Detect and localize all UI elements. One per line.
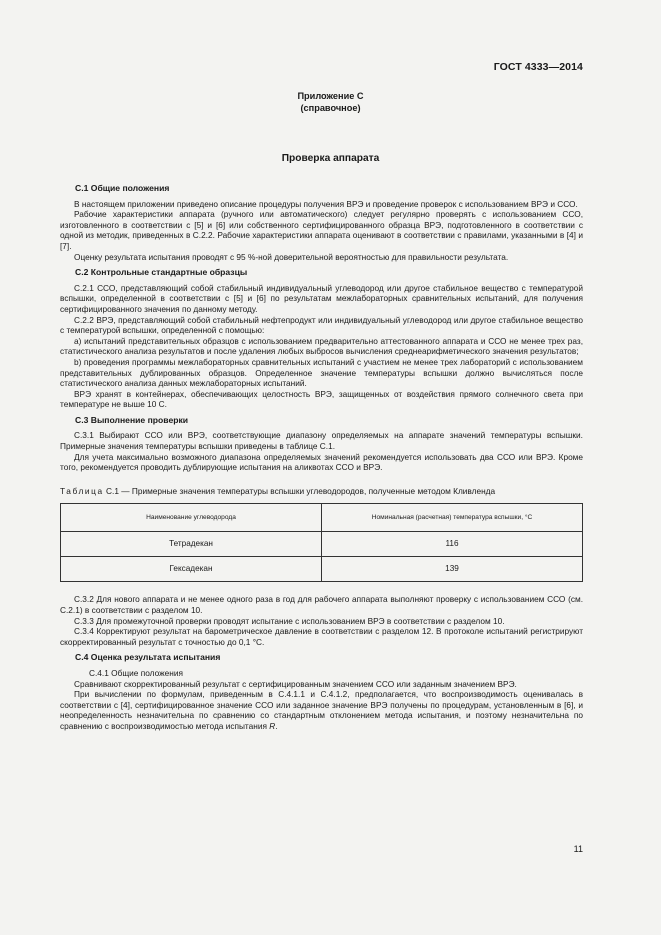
table-row <box>61 557 583 582</box>
page-number: 11 <box>573 844 583 854</box>
table-header-row <box>61 504 583 532</box>
table-row <box>61 532 583 557</box>
paragraph: С.2.2 ВРЭ, представляющий собой стабильный нефтепродукт или индивидуальный углеводород или другое стабильное вещество с температурой вспышки, определенной с помощью: <box>60 314 583 336</box>
flash-point-table <box>60 503 583 582</box>
table-caption-text: С.1 — Примерные значения температуры вспышки углеводородов, полученные методом Кливленда <box>106 485 496 496</box>
paragraph: С.3.4 Корректируют результат на барометрическое давление в соответствии с разделом 12. В протоколе испытаний регистрируют скорректированный результат с точностью до 0,1 °С. <box>60 626 583 647</box>
paragraph: С.3.2 Для нового аппарата и не менее одного раза в год для рабочего аппарата выполняют проверку с использованием ССО (см. С.2.1) в соответствии с разделом 10. <box>60 594 583 616</box>
appendix-label: Приложение С <box>297 91 364 101</box>
section-c3-heading: С.3 Выполнение проверки <box>75 414 189 425</box>
page-title: Проверка аппарата <box>281 153 380 164</box>
paragraph <box>60 689 583 731</box>
paragraph: Для учета максимально возможного диапазона определяемых значений рекомендуется использовать два ССО или ВРЭ. Кроме того, рекомендуется проводить дублирующие испытания на аликвотах ССО и ВРЭ. <box>60 451 583 473</box>
table-header-cell: Номинальная (расчетная) температура вспышки, °С <box>322 504 583 532</box>
appendix-type: (справочное) <box>300 103 361 113</box>
section-c2-heading: С.2 Контрольные стандартные образцы <box>75 267 248 278</box>
document-body <box>60 183 583 732</box>
paragraph: С.3.1 Выбирают ССО или ВРЭ, соответствующие диапазону определяемых на аппарате значений температуры вспышки. Примерные значения температуры вспышки приведены в таблице С.1. <box>60 430 583 452</box>
table-cell: Тетрадекан <box>61 532 322 557</box>
paragraph-text: При вычислении по формулам, приведенным в С.4.1.1 и С.4.1.2, предполагается, что воспроизводимость оценивалась в соответствии с [4], сертифицированное значение ССО или заданное значение ВРЭ получены по процедурам, установленным в [6], и неопределенность незначительна по сравнению со стандартным отклонением метода испытания, и поэтому незначительна по сравнению с воспроизводимостью метода испытания <box>60 689 583 731</box>
section-c4-heading: С.4 Оценка результата испытания <box>75 652 221 663</box>
paragraph: С.2.1 ССО, представляющий собой стабильный индивидуальный углеводород или другое стабильное вещество с температурой вспышки, определенной в соответствии с [5] и [6] по результатам межлабораторных сравнительных испытаний, для получения сертифицированного значения по данному методу. <box>60 282 583 314</box>
paragraph: ВРЭ хранят в контейнерах, обеспечивающих целостность ВРЭ, защищенных от воздействия прямого солнечного света при температуре не выше 10 С. <box>60 388 583 410</box>
paragraph: b) проведения программы межлабораторных сравнительных испытаний с участием не менее трех лабораторий с использованием представительных дублированных образцов. Определенное значение температуры вспышки должно вычисляться после статистического анализа данных межлабораторных испытаний. <box>60 356 583 389</box>
paragraph: Сравнивают скорректированный результат с сертифицированным значением ССО или заданным значением ВРЭ. <box>74 678 517 689</box>
paragraph: Оценку результата испытания проводят с 95 %-ной доверительной вероятностью для правильности результата. <box>74 251 509 262</box>
paragraph: Рабочие характеристики аппарата (ручного или автоматического) следует регулярно проверять с использованием ССО, изготовленного в соответствии с [5] и [6] или собственного сертифицированного образца ВРЭ, подготовленного в соответствии с одной из методик, приведенных в С.2.2. Рабочие характеристики аппарата оценивают в соответствии с правилами, указанными в [4] и [7]. <box>60 209 583 251</box>
section-c1-heading: С.1 Общие положения <box>75 183 170 193</box>
table-cell: 139 <box>322 557 583 582</box>
table-caption <box>60 486 583 497</box>
subsection-c41-heading: С.4.1 Общие положения <box>89 668 183 678</box>
standard-header: ГОСТ 4333—2014 <box>493 61 583 73</box>
table-header-cell: Наименование углеводорода <box>61 504 322 532</box>
paragraph: a) испытаний представительных образцов с использованием предварительно аттестованного аппарата и ССО не менее трех раз, статистического анализа результатов и после удаления любых выбросов вычисления среднеарифметического значения результатов; <box>60 335 583 357</box>
paragraph: С.3.3 Для промежуточной проверки проводят испытание с использованием ВРЭ в соответствии с разделом 10. <box>74 615 505 626</box>
table-cell: 116 <box>322 532 583 557</box>
table-cell: Гексадекан <box>61 557 322 582</box>
paragraph: В настоящем приложении приведено описание процедуры получения ВРЭ и проведение проверок с использованием ВРЭ и ССО. <box>74 198 578 209</box>
appendix-heading <box>0 90 661 114</box>
paragraph-end: . <box>275 720 278 731</box>
reproducibility-symbol: R <box>269 720 276 731</box>
table-caption-prefix: Таблица <box>60 485 104 496</box>
